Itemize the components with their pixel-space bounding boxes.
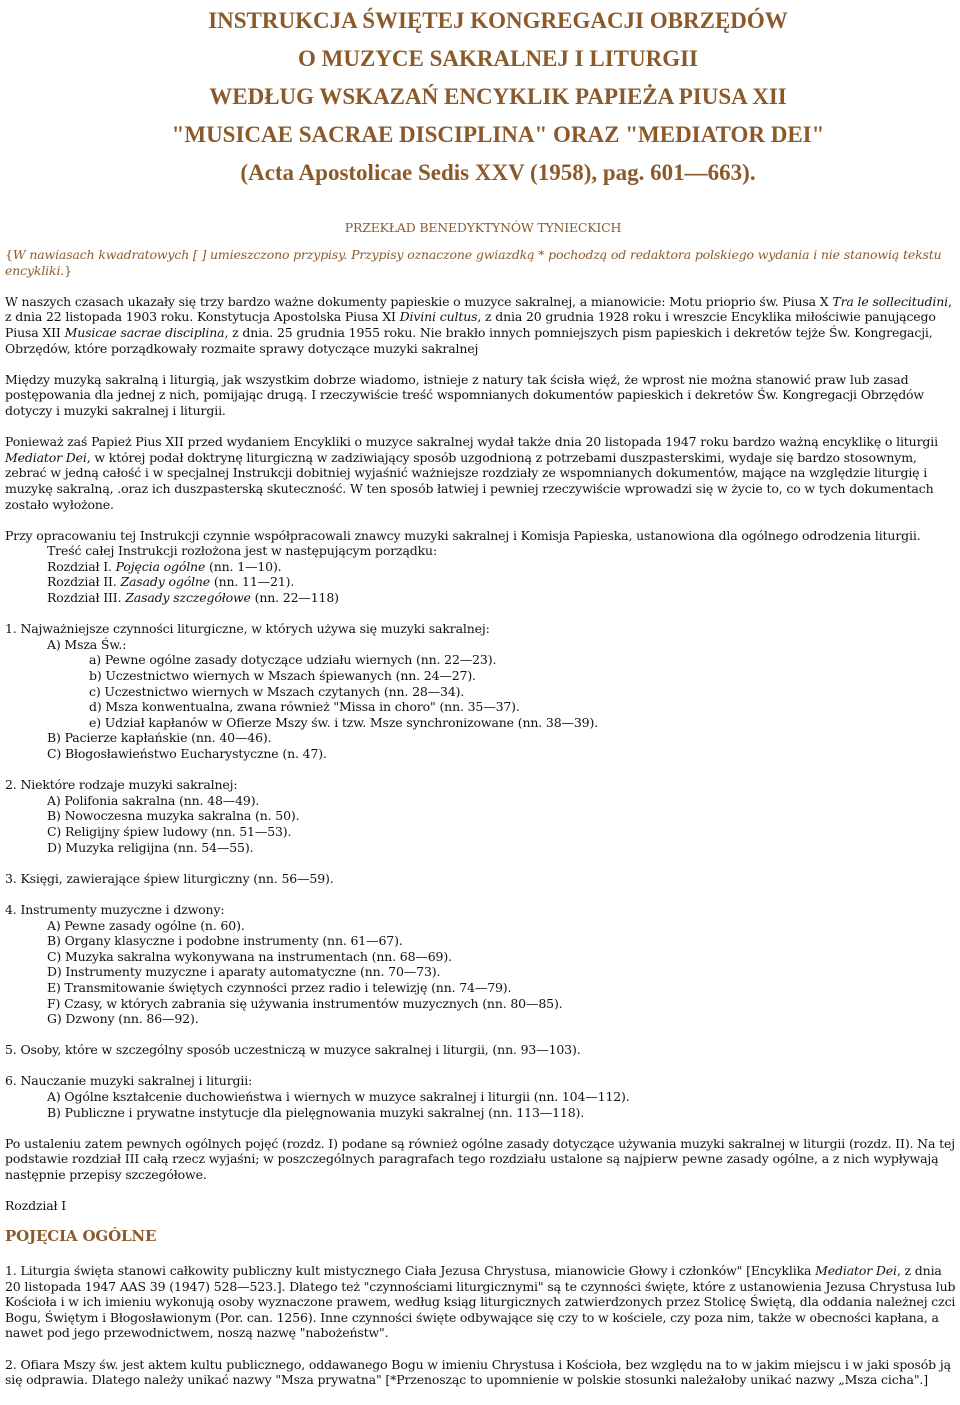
toc-heading: 1. Najważniejsze czynności liturgiczne, w których używa się muzyki sakralnej: [5, 621, 490, 637]
toc-heading: 3. Księgi, zawierające śpiew liturgiczny (nn. 56—59). [5, 870, 334, 886]
translators-credit: PRZEKŁAD BENEDYKTYNÓW TYNIECKICH [344, 220, 622, 235]
text-run: , z dnia. 25 grudnia 1955 roku. Nie brakło innych pomniejszych pism papieskich i dekretów tejże Św. Kongregacji, Obrzędów, które porządkowały rozmaite sprawy dotyczące muzyki sakralnej [5, 324, 933, 356]
toc-heading: 5. Osoby, które w szczególny sposób uczestniczą w muzyce sakralnej i liturgii, (nn. 93—103). [5, 1042, 581, 1058]
text-run: , w której podał doktrynę liturgiczną w zadziwiający sposób uzgodnioną z potrzebami duszpasterskimi, wydaje się bardzo stosownym, zebrać w jedną całość i w specjalnej Instrukcji dobitniej wyjaśnić ważniejsze rozdziały ze wspomnianych dokumentów, mające na względzie liturgię i muzykę sakralną, .oraz ich duszpasterską skuteczność. W ten sposób łatwiej i pewniej rzeczywiście wprowadzi się w życie to, co w tych dokumentach zostało wyłożone. [5, 449, 934, 512]
toc-heading: 4. Instrumenty muzyczne i dzwony: [5, 901, 225, 917]
toc-item: A) Pewne zasady ogólne (n. 60). [47, 917, 245, 933]
intro-paragraph-1 [5, 294, 960, 356]
document-title-ref: Mediator Dei [5, 449, 87, 465]
toc-item: A) Polifonia sakralna (nn. 48—49). [47, 792, 260, 808]
toc-item: C) Muzyka sakralna wykonywana na instrumentach (nn. 68—69). [47, 948, 452, 964]
toc-item: D) Instrumenty muzyczne i aparaty automatyczne (nn. 70—73). [47, 964, 441, 980]
title-line: (Acta Apostolicae Sedis XXV (1958), pag. 601—663). [240, 160, 756, 185]
chapter-title: Pojęcia ogólne [115, 558, 206, 574]
text-run: Ponieważ zaś Papież Pius XII przed wydaniem Encykliki o muzyce sakralnej wydał także dnia 20 listopada 1947 roku bardzo ważną encyklikę o liturgii [5, 434, 938, 450]
toc-section-4 [5, 902, 960, 1027]
chapter-range: (nn. 1—10). [205, 558, 282, 574]
toc-item: A) Msza Św.: [47, 636, 127, 652]
text-run: , z dnia 20 grudnia 1928 roku i wreszcie Encyklika miłościwie panującego Piusa XII [5, 309, 936, 340]
toc-item: A) Ogólne kształcenie duchowieństwa i wiernych w muzyce sakralnej i liturgii (nn. 104—112). [47, 1089, 630, 1105]
intro-paragraph-3 [5, 434, 960, 512]
brace-open: { [5, 247, 13, 262]
title-line: WEDŁUG WSKAZAŃ ENCYKLIK PAPIEŻA PIUSA XII [209, 84, 787, 109]
text-line: Przy opracowaniu tej Instrukcji czynnie współpracowali znawcy muzyki sakralnej i Komisja Papieska, ustanowiona dla ogólnego odrodzenia liturgii. [5, 527, 921, 543]
toc-item: B) Organy klasyczne i podobne instrumenty (nn. 61—67). [47, 933, 403, 949]
text-run: , z dnia 20 listopada 1947 AAS 39 (1947) 528—523.]. Dlatego też "czynnościami liturgicznymi" są te czynności święte, które z ustanowienia Jezusa Chrystusa lub Kościoła i w ich imieniu wykonują osoby wyznaczone prawem, według ksiąg liturgicznych zatwierdzonych przez Stolicę Świętą, dla oddania należnej czci Bogu, Świętym i Błogosławionym (Por. can. 1256). Inne czynności święte odbywające się czy to w kościele, czy poza nim, także w obecności kapłana, a nawet pod jego przewodnictwem, noszą nazwę "nabożeństw". [5, 1263, 956, 1341]
chapter-entry [5, 590, 960, 606]
toc-section-2 [5, 777, 960, 855]
document-title [0, 2, 960, 192]
after-toc-paragraph: Po ustaleniu zatem pewnych ogólnych pojęć (rozdz. I) podane są również ogólne zasady dotyczące używania muzyki sakralnej w liturgii (rozdz. II). Na tej podstawie rozdział III całą rzecz wyjaśni; w poszczególnych paragrafach tego rozdziału ustalone są najpierw pewne zasady ogólne, a z nich wypływają następnie przepisy szczegółowe. [5, 1135, 955, 1183]
toc-item: B) Nowoczesna muzyka sakralna (n. 50). [47, 808, 300, 824]
document-body [5, 247, 960, 1403]
toc-subitem: a) Pewne ogólne zasady dotyczące udziału wiernych (nn. 22—23). [89, 652, 497, 668]
chapter-entry [5, 574, 960, 590]
toc-item: F) Czasy, w których zabrania się używania instrumentów muzycznych (nn. 80—85). [47, 995, 563, 1011]
paragraph-2: 2. Ofiara Mszy św. jest aktem kultu publicznego, oddawanego Bogu w imieniu Chrystusa i Kościoła, bez względu na to w jakim miejscu i w jaki sposób ją się odprawia. Dlatego należy unikać nazwy "Msza prywatna" [*Przenosząc to upomnienie w polskie stosunki należałoby unikać nazwy „Msza cicha".] [5, 1356, 951, 1388]
toc-item: C) Błogosławieństwo Eucharystyczne (n. 47). [47, 746, 327, 761]
intro-paragraph-4 [5, 528, 960, 606]
toc-section-1 [5, 621, 960, 761]
chapter-label: Rozdział III. [47, 590, 126, 606]
section-heading: POJĘCIA OGÓLNE [5, 1227, 157, 1246]
chapter-range: (nn. 11—21). [210, 574, 295, 590]
chapter-label: Rozdział I [5, 1198, 67, 1214]
chapter-label: Rozdział II. [47, 574, 121, 590]
toc-item: E) Transmitowanie świętych czynności przez radio i telewizję (nn. 74—79). [47, 979, 512, 995]
text-run: 1. Liturgia święta stanowi całkowity publiczny kult mistycznego Ciała Jezusa Chrystusa, mianowicie Głowy i członków" [Encyklika [5, 1263, 816, 1278]
toc-section-3 [5, 871, 960, 887]
toc-heading: 6. Nauczanie muzyki sakralnej i liturgii: [5, 1073, 253, 1089]
paragraph-1 [5, 1263, 960, 1341]
toc-item: D) Muzyka religijna (nn. 54—55). [47, 839, 254, 855]
chapter-range: (nn. 22—118) [250, 590, 339, 606]
toc-subitem: b) Uczestnictwo wiernych w Mszach śpiewanych (nn. 24—27). [89, 668, 476, 684]
text-run: , z dnia 22 listopada 1903 roku. Konstytucja Apostolska Piusa XI [5, 293, 952, 325]
toc-heading: 2. Niektóre rodzaje muzyki sakralnej: [5, 777, 238, 793]
intro-paragraph-2: Między muzyką sakralną i liturgią, jak wszystkim dobrze wiadomo, istnieje z natury tak ścisła więź, że wprost nie można stanowić praw lub zasad postępowania dla jednej z nich, pomijając drugą. I rzeczywiście treść wspomnianych dokumentów papieskich i dekretów Św. Kongregacji Obrzędów dotyczy i muzyki sakralnej i liturgii. [5, 371, 924, 418]
toc-item: B) Pacierze kapłańskie (nn. 40—46). [47, 730, 272, 746]
document-title-ref: Divini cultus [399, 309, 478, 325]
editor-note [5, 247, 960, 278]
toc-item: G) Dzwony (nn. 86—92). [47, 1011, 199, 1027]
toc-subitem: c) Uczestnictwo wiernych w Mszach czytanych (nn. 28—34). [89, 683, 465, 699]
editor-note-text: W nawiasach kwadratowych [ ] umieszczono przypisy. Przypisy oznaczone gwiazdką * pochodzą od redaktora polskiego wydania i nie stanowią tekstu encykliki. [5, 247, 942, 278]
document-title-ref: Musicae sacrae disciplina [64, 324, 225, 340]
document-title-ref: Mediator Dei [815, 1263, 897, 1278]
chapter-label: Rozdział I. [47, 558, 116, 574]
title-line: INSTRUKCJA ŚWIĘTEJ KONGREGACJI OBRZĘDÓW [208, 8, 788, 33]
title-line: O MUZYCE SAKRALNEJ I LITURGII [297, 46, 698, 71]
brace-close: } [64, 262, 72, 278]
text-line: Treść całej Instrukcji rozłożona jest w następującym porządku: [47, 543, 438, 559]
toc-subitem: e) Udział kapłanów w Ofierze Mszy św. i tzw. Msze synchronizowane (nn. 38—39). [89, 714, 599, 730]
toc-section-5 [5, 1042, 960, 1058]
title-line: "MUSICAE SACRAE DISCIPLINA" ORAZ "MEDIATOR DEI" [171, 122, 825, 147]
document-title-ref: Tra le sollecitudini [832, 293, 948, 309]
chapter-title: Zasady ogólne [120, 574, 211, 590]
toc-subitem: d) Msza konwentualna, zwana również "Missa in choro" (nn. 35—37). [89, 699, 520, 715]
chapter-title: Zasady szczegółowe [125, 590, 251, 606]
toc-item: B) Publiczne i prywatne instytucje dla pielęgnowania muzyki sakralnej (nn. 113—118). [47, 1104, 585, 1120]
chapter-entry [5, 559, 960, 575]
toc-item: C) Religijny śpiew ludowy (nn. 51—53). [47, 823, 292, 839]
text-run: W naszych czasach ukazały się trzy bardzo ważne dokumenty papieskie o muzyce sakralnej, a mianowicie: Motu prioprio św. Piusa X [5, 293, 833, 309]
toc-section-6 [5, 1073, 960, 1120]
